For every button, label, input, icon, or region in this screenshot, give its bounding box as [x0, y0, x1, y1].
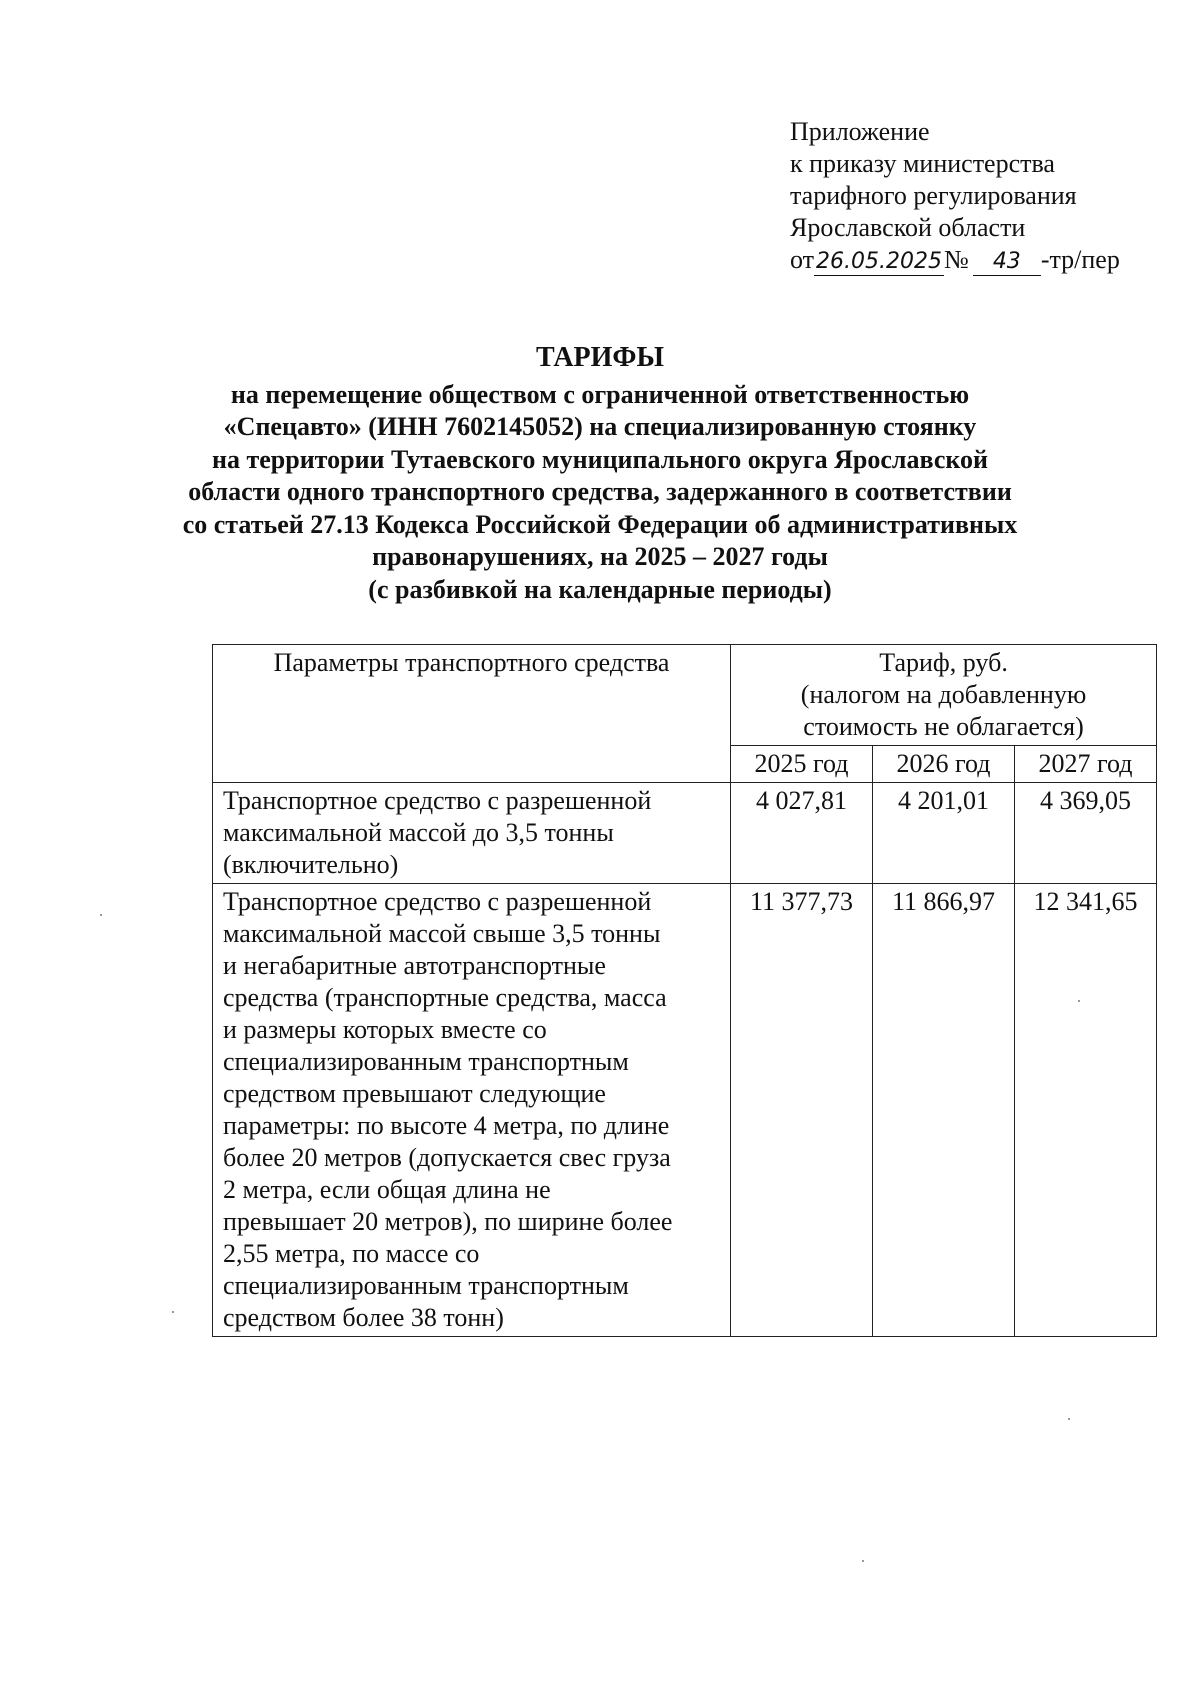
- title-line: (с разбивкой на календарные периоды): [368, 574, 832, 604]
- cell-line: специализированным транспортным: [223, 1047, 629, 1076]
- number-suffix: -тр/пер: [1040, 245, 1120, 274]
- cell-line: 2 метра, если общая длина не: [223, 1175, 551, 1204]
- cell-line: параметры: по высоте 4 метра, по длине: [223, 1111, 670, 1140]
- header-tariff: [731, 645, 1157, 746]
- cell-line: максимальной массой свыше 3,5 тонны: [223, 919, 661, 948]
- cell-line: и негабаритные автотранспортные: [223, 951, 606, 980]
- tariff-value-2026: 4 201,01: [873, 783, 1015, 884]
- handwritten-date: 26.05.2025: [816, 249, 942, 274]
- tariff-value-2025: 11 377,73: [731, 884, 873, 1337]
- tariff-value-2027: 4 369,05: [1014, 783, 1156, 884]
- title-line: на территории Тутаевского муниципального округа Ярославской: [211, 444, 988, 474]
- title-line: правонарушениях, на 2025 – 2027 годы: [372, 542, 828, 571]
- vehicle-parameters-cell: [213, 783, 731, 884]
- scan-speck: [1068, 1418, 1070, 1420]
- appendix-line: Ярославской области: [790, 213, 1026, 242]
- title-line: на перемещение обществом с ограниченной ответственностью: [230, 379, 970, 409]
- handwritten-number: 43: [973, 249, 1041, 276]
- cell-line: и размеры которых вместе со: [223, 1015, 547, 1044]
- cell-line: средством превышают следующие: [223, 1079, 606, 1108]
- appendix-line: к приказу министерства: [790, 149, 1055, 178]
- header-parameters-label: Параметры транспортного средства: [273, 648, 670, 677]
- table-row: [213, 783, 1157, 884]
- scan-speck: [172, 1311, 174, 1313]
- cell-line: (включительно): [223, 850, 399, 879]
- title-line: области одного транспортного средства, задержанного в соответствии: [188, 477, 1012, 506]
- year-header: 2026 год: [873, 746, 1015, 783]
- cell-line: Транспортное средство с разрешенной: [223, 786, 652, 815]
- header-tariff-line: Тариф, руб.: [879, 648, 1008, 677]
- document-title: [180, 342, 1020, 606]
- appendix-order-line: [790, 244, 1120, 276]
- title-line: со статьей 27.13 Кодекса Российской Федерации об административных: [182, 509, 1018, 539]
- scan-speck: [1078, 1000, 1080, 1002]
- cell-line: средством более 38 тонн): [223, 1303, 504, 1332]
- tariff-value-2026: 11 866,97: [873, 884, 1015, 1337]
- from-label: от: [790, 245, 815, 274]
- appendix-block: [790, 116, 1120, 276]
- scan-speck: [100, 914, 102, 916]
- table-row: [213, 884, 1157, 1337]
- header-parameters: [213, 645, 731, 783]
- cell-line: Транспортное средство с разрешенной: [223, 887, 652, 916]
- cell-line: максимальной массой до 3,5 тонны: [223, 818, 614, 847]
- number-label: №: [944, 245, 969, 274]
- appendix-line: тарифного регулирования: [790, 181, 1077, 210]
- header-tariff-line: стоимость не облагается): [803, 712, 1084, 741]
- cell-line: 2,55 метра, по массе со: [223, 1239, 480, 1268]
- tariff-table: [212, 644, 1157, 1337]
- cell-line: превышает 20 метров), по ширине более: [223, 1207, 673, 1236]
- cell-line: более 20 метров (допускается свес груза: [223, 1143, 671, 1172]
- title-line: «Спецавто» (ИНН 7602145052) на специализированную стоянку: [223, 412, 977, 441]
- tariff-value-2027: 12 341,65: [1014, 884, 1156, 1337]
- year-header: 2027 год: [1014, 746, 1156, 783]
- cell-line: средства (транспортные средства, масса: [223, 983, 667, 1012]
- table-header-row: [213, 645, 1157, 746]
- cell-line: специализированным транспортным: [223, 1271, 629, 1300]
- appendix-line: Приложение: [790, 117, 930, 146]
- scan-speck: [862, 1560, 864, 1562]
- year-header: 2025 год: [731, 746, 873, 783]
- header-tariff-line: (налогом на добавленную: [800, 680, 1087, 709]
- title-main: ТАРИФЫ: [536, 342, 664, 373]
- vehicle-parameters-cell: [213, 884, 731, 1337]
- tariff-value-2025: 4 027,81: [731, 783, 873, 884]
